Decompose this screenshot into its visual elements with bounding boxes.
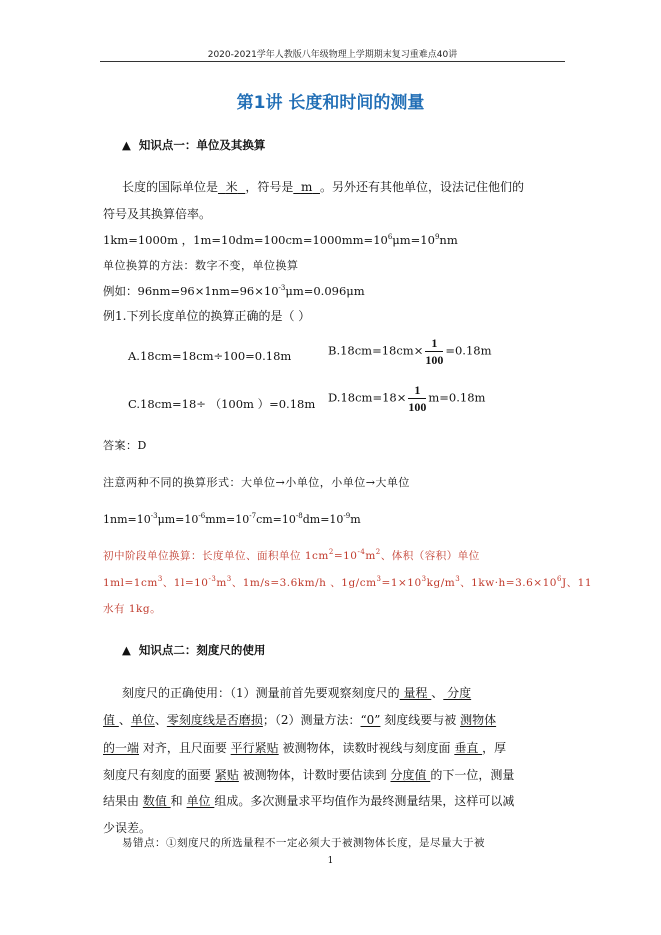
superscript: 3 <box>421 575 427 583</box>
superscript: 3 <box>157 575 163 583</box>
text-run: 、1l=10 <box>162 577 209 589</box>
conversion-mid: μm=10 <box>392 233 435 247</box>
superscript: 6 <box>556 575 562 583</box>
conversion-chain-line <box>103 512 361 526</box>
paragraph-intro-line1 <box>122 178 524 195</box>
ruler-paragraph-line2 <box>103 711 496 728</box>
text-run: kg/m <box>426 577 456 589</box>
text-run: ，厚 <box>482 741 507 755</box>
fraction-d <box>408 384 426 413</box>
text-run: 刻度线要与被 <box>380 713 461 727</box>
text-run: 和 <box>170 794 187 808</box>
red-note-line3: 水有 1kg。 <box>103 603 162 615</box>
text-run: ；（2）测量方法： <box>262 713 361 727</box>
fill-blank: “0” <box>360 713 381 727</box>
superscript: -9 <box>343 512 351 520</box>
fraction-b-numerator: 1 <box>425 337 443 352</box>
fraction-d-numerator: 1 <box>408 384 426 399</box>
option-d-text-a: D.18cm=18× <box>328 390 407 405</box>
superscript: -4 <box>357 548 366 556</box>
error-note-line: 易错点：①刻度尺的所选量程不一定必须大于被测物体长度，是尽量大于被 <box>122 837 485 849</box>
section-heading-1 <box>122 137 265 153</box>
fill-blank: 分度值 <box>390 768 431 782</box>
superscript: -3 <box>208 575 217 583</box>
fill-blank: 测物体 <box>460 713 497 727</box>
fraction-d-denominator: 100 <box>408 400 427 414</box>
fill-blank: 的一端 <box>103 741 140 755</box>
answer-line: 答案：D <box>103 439 147 452</box>
text-run: 对齐，且尺面要 <box>139 741 231 755</box>
option-b-text-a: B.18cm=18cm× <box>328 343 424 358</box>
fill-blank: 紧贴 <box>214 768 239 782</box>
paragraph-intro-line2: 符号及其换算倍率。 <box>103 207 212 221</box>
fill-blank: 垂直 <box>454 741 483 755</box>
ruler-paragraph-line1 <box>122 684 471 701</box>
blank-symbol-text: m <box>300 180 313 194</box>
intro-text-a: 长度的国际单位是 <box>122 180 219 194</box>
conversion-exponent-2: 9 <box>434 233 440 241</box>
text-run: dm=10 <box>302 513 344 526</box>
text-run: μm=10 <box>157 513 199 526</box>
superscript: 2 <box>375 548 381 556</box>
conversion-end: nm <box>439 233 458 247</box>
fill-blank: 量程 <box>399 686 432 700</box>
text-run: 1nm=10 <box>103 513 151 526</box>
superscript: 3 <box>226 575 232 583</box>
text-run: =1×10 <box>381 577 422 589</box>
example-exponent: -3 <box>278 284 286 292</box>
section-heading-2 <box>122 642 265 658</box>
text-run: 1ml=1cm <box>103 577 158 589</box>
lecture-title: 第1讲 长度和时间的测量 <box>236 93 425 113</box>
red-note-line1 <box>103 548 480 563</box>
text-run: 、 <box>154 713 167 727</box>
page-number: 1 <box>327 856 334 866</box>
option-d <box>328 384 485 413</box>
fill-blank: 分度 <box>443 686 472 700</box>
text-run: 、体积（容积）单位 <box>380 550 480 562</box>
example-line <box>103 283 365 299</box>
conversion-text: 1km=1000m ，1m=10dm=100cm=1000mm=10 <box>103 233 388 247</box>
text-run: 刻度尺有刻度的面要 <box>103 768 215 782</box>
superscript: -3 <box>150 512 158 520</box>
text-run: 、1kw·h=3.6×10 <box>460 577 557 589</box>
fraction-b-denominator: 100 <box>425 353 444 367</box>
text-run: 刻度尺的正确使用：（1）测量前首先要观察刻度尺的 <box>122 686 400 700</box>
superscript: 2 <box>328 548 334 556</box>
text-run: =10 <box>333 550 358 562</box>
triangle-bullet-icon: ▲ <box>122 138 131 152</box>
superscript: -8 <box>295 512 303 520</box>
ruler-paragraph-line6: 少误差。 <box>103 821 152 835</box>
superscript: -6 <box>198 512 206 520</box>
blank-si-unit <box>218 180 245 194</box>
text-run: mm=10 <box>205 513 250 526</box>
unit-conversion-line <box>103 232 458 248</box>
fill-blank: 零刻度线是否磨损 <box>166 713 263 727</box>
fill-blank: 数值 <box>142 794 171 808</box>
text-run: J、11 <box>561 577 593 589</box>
superscript: 3 <box>376 575 382 583</box>
conversion-exponent-1: 6 <box>387 233 393 241</box>
fill-blank: 值 <box>103 713 119 727</box>
text-run: 、 <box>431 686 444 700</box>
text-run: m <box>216 577 227 589</box>
superscript: -7 <box>249 512 257 520</box>
section-heading-1-text: 知识点一：单位及其换算 <box>138 138 266 152</box>
question-line: 例1.下列长度单位的换算正确的是（ ） <box>103 309 311 323</box>
superscript: 3 <box>455 575 461 583</box>
text-run: cm=10 <box>256 513 296 526</box>
text-run: 初中阶段单位换算：长度单位、面积单位 1cm <box>103 550 329 562</box>
fill-blank: 单位 <box>130 713 155 727</box>
blank-symbol <box>293 180 320 194</box>
ruler-paragraph-line3 <box>103 739 506 756</box>
intro-text-c: 。另外还有其他单位，设法记住他们的 <box>320 180 525 194</box>
text-run: 的下一位，测量 <box>430 768 515 782</box>
ruler-paragraph-line4 <box>103 766 514 783</box>
text-run: 被测物体，读数时视线与刻度面 <box>278 741 455 755</box>
fill-blank: 单位 <box>186 794 215 808</box>
text-run: 组成。多次测量求平均值作为最终测量结果，这样可以减 <box>214 794 515 808</box>
header-rule <box>100 61 565 62</box>
option-b <box>328 337 492 366</box>
option-a: A.18cm=18cm÷100=0.18m <box>128 349 292 363</box>
ruler-paragraph-line5 <box>103 792 514 809</box>
text-run: 、1m/s=3.6km/h 、1g/cm <box>231 577 377 589</box>
conversion-method-line: 单位换算的方法：数字不变，单位换算 <box>103 259 299 272</box>
red-note-line2 <box>103 575 592 590</box>
note-line: 注意两种不同的换算形式：大单位→小单位，小单位→大单位 <box>103 476 410 489</box>
text-run: m <box>365 550 376 562</box>
option-c: C.18cm=18÷ （100m ）=0.18m <box>128 397 316 411</box>
fraction-b <box>425 337 443 366</box>
running-header: 2020-2021学年人教版八年级物理上学期期末复习重难点40讲 <box>207 50 458 60</box>
option-d-text-b: m=0.18m <box>428 390 486 405</box>
text-run: 被测物体，计数时要估读到 <box>238 768 391 782</box>
example-text-a: 例如：96nm=96×1nm=96×10 <box>103 284 279 298</box>
text-run: 结果由 <box>103 794 143 808</box>
option-b-text-b: =0.18m <box>445 343 492 358</box>
section-heading-2-text: 知识点二：刻度尺的使用 <box>138 643 266 657</box>
intro-text-b: ，符号是 <box>245 180 294 194</box>
text-run: 、 <box>118 713 131 727</box>
blank-si-unit-text: 米 <box>225 180 238 194</box>
triangle-bullet-icon: ▲ <box>122 643 131 657</box>
example-text-b: μm=0.096μm <box>285 284 365 298</box>
fill-blank: 平行紧贴 <box>230 741 279 755</box>
text-run: m <box>350 513 361 526</box>
